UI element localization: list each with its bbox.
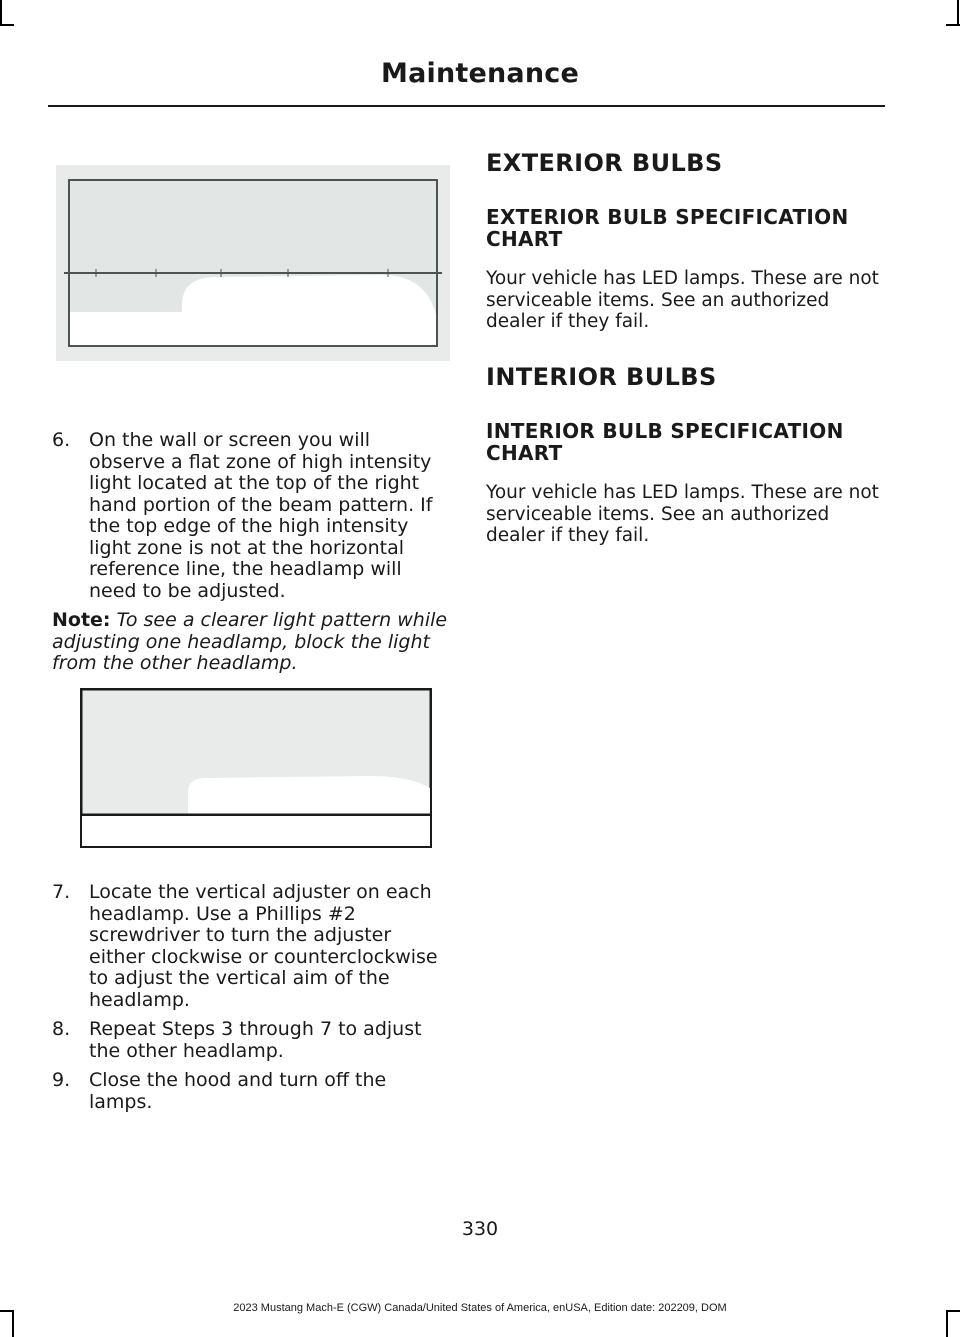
subsection-heading: INTERIOR BULB SPECIFICATION CHART [486, 419, 844, 465]
step-list-a [52, 430, 450, 602]
crop-mark [0, 0, 2, 26]
section-heading: EXTERIOR BULBS [486, 149, 723, 177]
list-item [52, 882, 450, 1011]
crop-mark [0, 24, 14, 26]
footer-text: 2023 Mustang Mach-E (CGW) Canada/United States of America, enUSA, Edition date: 202209, DOM [233, 1302, 727, 1314]
steps-section-b [52, 882, 450, 1113]
step-text: Locate the vertical adjuster on each headlamp. Use a Phillips #2 screwdriver to turn the adjuster either clockwise or counterclockwise to adjust the vertical aim of the headlamp. [89, 881, 438, 1011]
page-title: Maintenance [381, 58, 579, 89]
step-number: 6. [52, 429, 71, 451]
exterior-bulbs-section [486, 148, 882, 333]
subsection-heading: EXTERIOR BULB SPECIFICATION CHART [486, 205, 849, 251]
body-paragraph: Your vehicle has LED lamps. These are not serviceable items. See an authorized dealer if they fail. [486, 482, 879, 546]
list-item [52, 430, 450, 602]
body-paragraph: Your vehicle has LED lamps. These are not serviceable items. See an authorized dealer if they fail. [486, 268, 879, 332]
step-number: 7. [52, 881, 71, 903]
crop-mark [12, 1310, 14, 1337]
note-text: To see a clearer light pattern while adjusting one headlamp, block the light from the other headlamp. [52, 609, 448, 674]
header-divider [48, 105, 885, 107]
step-number: 9. [52, 1069, 71, 1091]
step-list-b [52, 882, 450, 1113]
step-text: On the wall or screen you will observe a flat zone of high intensity light located at the top of the right hand portion of the beam pattern. If the top edge of the high intensity light zone is not at the horizontal reference line, the headlamp will need to be adjusted. [89, 429, 433, 602]
steps-section-a [52, 430, 450, 675]
note-label: Note: [52, 609, 111, 631]
crop-mark [946, 24, 960, 26]
page-number: 330 [461, 1218, 499, 1240]
interior-bulbs-section [486, 362, 882, 547]
beam-pattern-illustration [56, 165, 450, 361]
beam-adjust-diagram [80, 688, 432, 848]
list-item [52, 1070, 450, 1113]
step-text: Close the hood and turn off the lamps. [89, 1069, 387, 1113]
crop-mark [946, 1310, 948, 1337]
beam-pattern-diagram [56, 165, 450, 361]
beam-adjust-illustration [80, 688, 432, 848]
list-item [52, 1019, 450, 1062]
note [52, 610, 450, 675]
step-text: Repeat Steps 3 through 7 to adjust the other headlamp. [89, 1018, 422, 1062]
section-heading: INTERIOR BULBS [486, 363, 717, 391]
step-number: 8. [52, 1018, 71, 1040]
crop-mark [957, 0, 959, 26]
